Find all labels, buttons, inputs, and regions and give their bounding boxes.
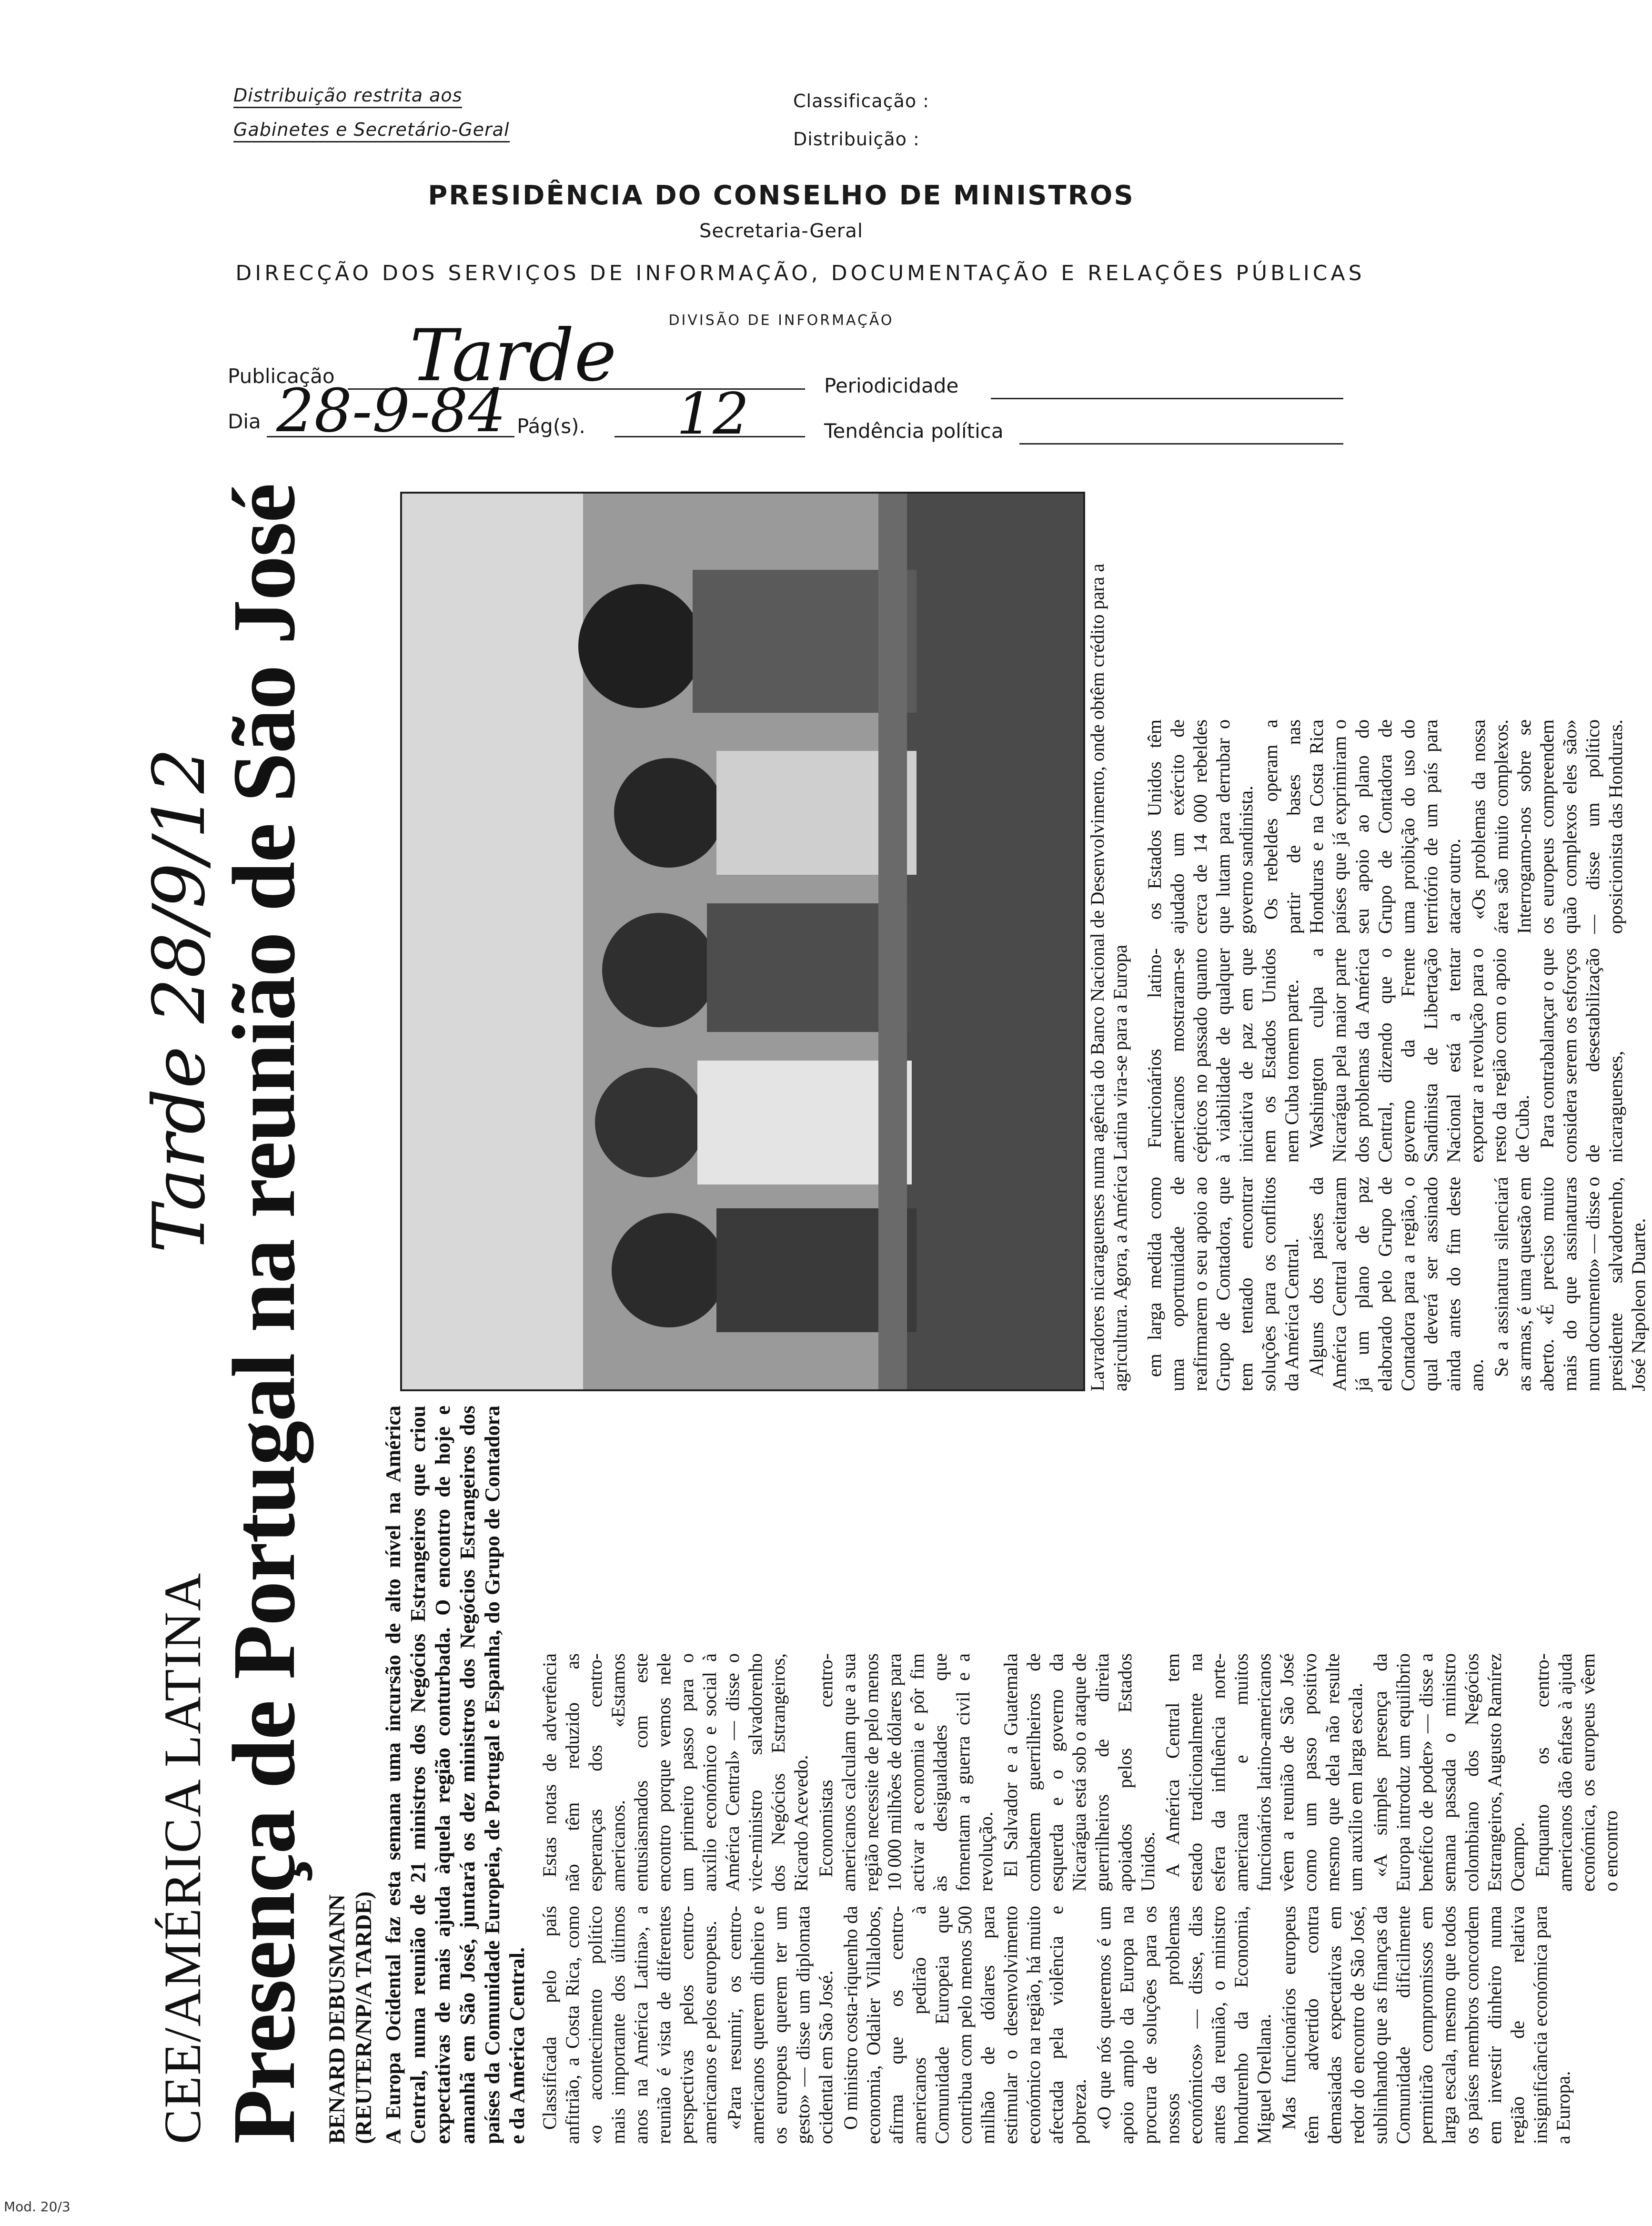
newspaper-clipping: [138, 476, 1649, 2158]
paragraph: Mas funcionários europeus têm advertido contra demasiadas expectativas em redor do encontro de São José, sublinhando que as finanças da Comunidade dificilmente permitirão compromissos em larga escala, mesmo que todos os países membros concordem em investir dinheiro numa região de relativa insignificância económica para a Europa.: [1278, 1906, 1574, 2144]
article-column-5: [1143, 719, 1629, 934]
paragraph: Funcionários latino-americanos mostraram-se cépticos no passado quanto à viabilidade de qualquer iniciativa de paz em que nem os Estados Unidos nem Cuba tomem parte.: [1144, 948, 1302, 1163]
periodicidade-label: Periodicidade: [824, 374, 959, 397]
article-column-2: [538, 1653, 1624, 1892]
publicacao-label: Publicação: [228, 364, 335, 388]
tendencia-line: [1019, 443, 1343, 445]
handwritten-reference: Tarde 28/9/12: [138, 748, 221, 1253]
paragraph: «O que nós queremos é um apoio amplo da Europa na procura de soluções para os nossos problemas económicos» — disse, dias antes da reunião, o ministro hondurenho da Economia, Miguel Orellana.: [1093, 1906, 1275, 2144]
org-title: PRESIDÊNCIA DO CONSELHO DE MINISTROS: [428, 180, 1135, 211]
form-header: [0, 0, 1562, 457]
section-title: CEE/AMÉRICA LATINA: [153, 1572, 212, 2144]
clipping-content: [138, 476, 1649, 2158]
byline: [324, 1892, 377, 2144]
paragraph: Se a assinatura silenciará as armas, é uma questão em aberto. «É preciso muito mais do que assinaturas num documento» — disse o presidente salvadorenho, José Napoleon Duarte.: [1491, 1177, 1649, 1391]
author-name: BENARD DEBUSMANN: [324, 1894, 350, 2144]
pags-handwritten: 12: [676, 381, 749, 447]
distribution-note-line1: Distribuição restrita aos: [233, 85, 462, 108]
lead-paragraph: A Europa Ocidental faz esta semana uma incursão de alto nível na América Central, numa reunião de 21 ministros dos Negócios Estrangeiros que criou expectativas de mais ajuda àquela região conturbada. O encontro de hoje e amanhã em São José, juntará os dez ministros dos Negócios Estrangeiros dos países da Comunidade Europeia, de Portugal e Espanha, do Grupo de Contadora e da América Central.: [382, 1406, 529, 2144]
paragraph: El Salvador e a Guatemala combatem guerrilheiros de esquerda e o governo da Nicarágua está sob o ataque de guerrilheiros de direita apoiados pelos Estados Unidos.: [1000, 1653, 1158, 1892]
paragraph: A América Central tem estado tradicionalmente na esfera da influência norte-americana e muitos funcionários latino-americanos vêem a reunião de São José como um passo positivo mesmo que dela não resulte um auxílio em larga escala.: [1162, 1653, 1366, 1892]
paragraph: Washington culpa a Nicarágua pela maior parte dos problemas da América Central, dizendo que o governo da Frente Sandinista de Libertação Nacional está a tentar exportar a revolução para o resto da região com o apoio de Cuba.: [1306, 948, 1533, 1163]
paragraph: O ministro costa-riquenho da economia, Odalier Villalobos, afirma que os centro-americanos pedirão à Comunidade Europeia que contribua com pelo menos 500 milhão de dólares para estimular o desenvolvimento económico na região, há muito afectada pela violência e pobreza.: [840, 1906, 1090, 2144]
classification-label: Classificação :: [793, 91, 929, 111]
paragraph: Alguns dos países da América Central aceitaram já um plano de paz elaborado pelo Grupo de Contadora para a região, o qual deverá ser assinado ainda antes do fim deste ano.: [1306, 1177, 1487, 1391]
news-photo: [400, 492, 1085, 1391]
secretaria-title: Secretaria-Geral: [699, 220, 863, 242]
distribution-label: Distribuição :: [793, 129, 920, 150]
divisao-title: DIVISÃO DE INFORMAÇÃO: [668, 312, 894, 329]
article-column-4: [1143, 948, 1629, 1163]
tendencia-label: Tendência política: [824, 419, 1004, 443]
pags-label: Pág(s).: [517, 415, 585, 438]
article-column-3: [1143, 1177, 1652, 1391]
dia-label: Dia: [228, 410, 261, 433]
paragraph: «A simples presença da Europa introduz um equilíbrio benéfico de poder» — disse a semana passada o ministro colombiano dos Negócios Estrangeiros, Augusto Ramírez Ocampo.: [1370, 1653, 1528, 1892]
photo-illustration: [402, 494, 1083, 1389]
paragraph: Classificada pelo país anfitrião, a Costa Rica, como «o acontecimento político mais importante dos últimos anos na América Latina», a reunião é vista de diferentes perspectivas pelos centro-americanos e pelos europeus.: [539, 1906, 720, 2144]
paragraph: Economistas centro-americanos calculam que a sua região necessite de pelo menos 10 000 milhões de dólares para activar a economia e pôr fim às desigualdades que fomentam a guerra civil e a revolução.: [815, 1653, 997, 1892]
paragraph: «Para resumir, os centro-americanos querem dinheiro e os europeus querem ter um gesto» — disse um diplomata ocidental em São José.: [724, 1906, 836, 2144]
photo-caption: Lavradores nicaraguenses numa agência do Banco Nacional de Desenvolvimento, onde obtêm crédito para a agricultura. Agora, a América Latina vira-se para a Europa: [1087, 563, 1131, 1391]
paragraph: os Estados Unidos têm ajudado um exército de cerca de 14 000 rebeldes que lutam para derrubar o governo sandinista.: [1144, 719, 1257, 934]
article-column-1: [538, 1906, 1577, 2144]
distribution-note-line2: Gabinetes e Secretário-Geral: [233, 119, 510, 142]
paragraph: Enquanto os centro-americanos dão ênfase à ajuda económica, os europeus vêem o encontro: [1531, 1653, 1622, 1892]
paragraph: Estas notas de advertência não têm reduzido as esperanças dos centro-americanos. «Estamos entusiasmados com este encontro porque vemos nele um primeiro passo para o auxílio económico e social à América Central» — disse o vice-ministro salvadorenho dos Negócios Estrangeiros, Ricardo Acevedo.: [539, 1653, 812, 1892]
form-model-code: Mod. 20/3: [4, 2199, 71, 2215]
periodicidade-line: [991, 398, 1343, 399]
dia-handwritten: 28-9-84: [276, 376, 506, 445]
headline: Presença de Portugal na reunião de São José: [214, 484, 313, 2144]
agency-credit: (REUTER/NP/A TARDE): [351, 1891, 376, 2144]
paragraph: «Os problemas da nossa área são muito complexos. Interrogamo-nos sobre se os europeus compreendem quão complexos eles são» — disse um político oposicionista das Honduras.: [1468, 719, 1626, 934]
paragraph: Para contrabalançar o que considera serem os esforços de desestabilização nicaraguenses,: [1536, 948, 1626, 1163]
paragraph: em larga medida como uma oportunidade de reafirmarem o seu apoio ao Grupo de Contadora, que tem tentado encontrar soluções para os conflitos da América Central.: [1144, 1177, 1302, 1391]
direccao-title: DIRECÇÃO DOS SERVIÇOS DE INFORMAÇÃO, DOCUMENTAÇÃO E RELAÇÕES PÚBLICAS: [235, 261, 1365, 285]
paragraph: Os rebeldes operam a partir de bases nas Honduras e na Costa Rica países que já exprimiram o seu apoio ao plano do Grupo de Contadora de uma proibição do uso do território de um país para atacar outro.: [1260, 719, 1464, 934]
publicacao-handwritten: Tarde: [410, 314, 617, 397]
